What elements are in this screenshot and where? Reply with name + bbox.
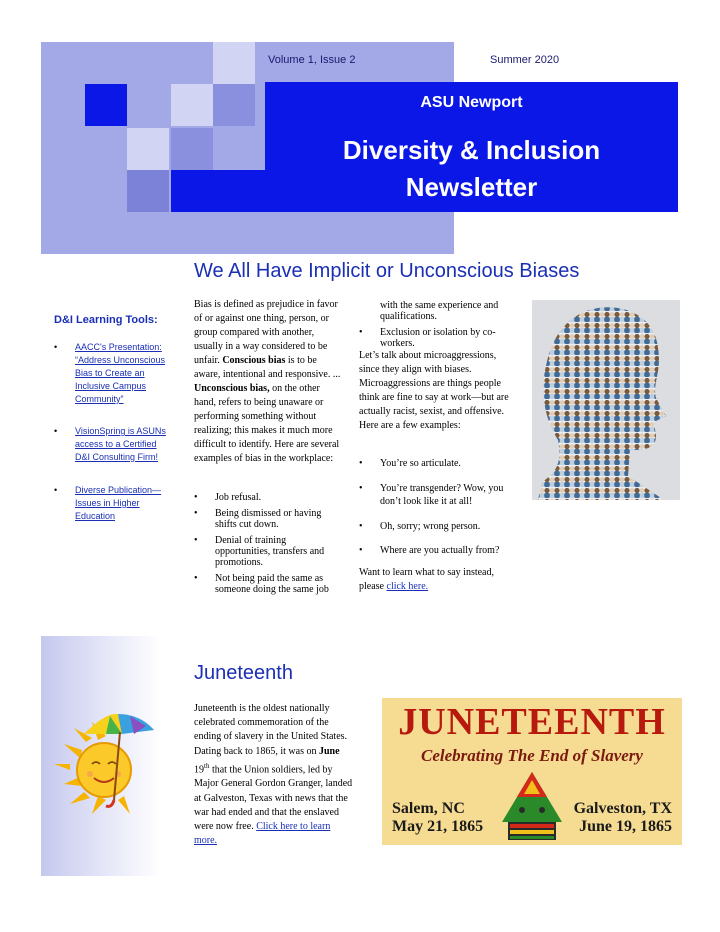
deco-square <box>85 84 127 126</box>
issue-season: Summer 2020 <box>490 54 560 66</box>
list-item: • Where are you actually from? <box>359 545 500 556</box>
bullet-icon: • <box>54 342 58 352</box>
bullet-icon: • <box>359 327 363 338</box>
list-item: • Exclusion or isolation by co-workers. <box>359 327 496 349</box>
head-silhouette-image <box>532 300 680 500</box>
bias-definition: Bias is defined as prejudice in favor of or against one thing, person, or group compared with another, usually in a way considered to be unfair. Conscious bias is to be aware, intentional and responsive. ... Unconscious bias, on the other hand, refers to being unaware or performing something without realizing; this makes it much more difficult to identify. Here are several examples of bias in the workplace: <box>194 299 341 464</box>
sidebar-item[interactable] <box>54 341 174 406</box>
click-here-link[interactable]: click here. <box>386 581 429 592</box>
deco-square <box>127 170 169 212</box>
bullet-icon: • <box>194 508 198 519</box>
deco-square <box>171 128 213 170</box>
bullet-icon: • <box>54 426 58 436</box>
pyramid-emblem-icon <box>500 770 564 842</box>
deco-square <box>171 170 266 212</box>
banner-title: JUNETEENTH <box>398 701 666 743</box>
deco-square <box>171 84 213 126</box>
list-item: • Oh, sorry; wrong person. <box>359 521 481 532</box>
list-item: • Job refusal. <box>194 492 262 503</box>
bullet-icon: • <box>359 483 363 494</box>
bullet-icon: • <box>359 521 363 532</box>
list-item: • You’re so articulate. <box>359 458 461 469</box>
term-unconscious: Unconscious bias, <box>194 383 270 394</box>
juneteenth-heading: Juneteenth <box>194 662 293 684</box>
list-item: • Not being paid the same as someone doing the same job <box>194 573 329 595</box>
list-item: • You’re transgender? Wow, you don’t look like it at all! <box>359 483 504 507</box>
microaggressions-intro: Let’s talk about microaggressions, since they align with biases. Microaggressions are things people think are fine to say at work—but are actually racist, sexist, and offensive. Here are a few examples: <box>359 350 509 431</box>
deco-square <box>213 84 255 126</box>
sidebar-item[interactable] <box>54 484 174 523</box>
juneteenth-banner <box>382 698 682 845</box>
bullet-icon: • <box>359 458 363 469</box>
list-item: • Being dismissed or having shifts cut down. <box>194 508 322 530</box>
org-name: ASU Newport <box>420 94 523 111</box>
bullet-icon: • <box>194 492 198 503</box>
learn-more-link[interactable]: Click here to learn more. <box>194 820 331 847</box>
banner-right-caption: Galveston, TX June 19, 1865 <box>573 800 672 835</box>
sun-umbrella-icon <box>48 700 168 820</box>
banner-subtitle: Celebrating The End of Slavery <box>421 746 643 765</box>
juneteenth-body: Juneteenth is the oldest nationally celebrated commemoration of the ending of slavery in the United States. Dating back to 1865, it was on June 19th that the Union soldiers, led by Major General Gordon Granger, landed at Galveston, Texas with news that the war had ended and that the enslaved were now free. Click here to learn more. <box>194 703 353 847</box>
bullet-icon: • <box>194 573 198 584</box>
bullet-icon: • <box>359 545 363 556</box>
deco-square <box>213 42 255 84</box>
article-headline: We All Have Implicit or Unconscious Biases <box>194 260 580 282</box>
newsletter-title <box>265 132 678 206</box>
learn-more-text: Want to learn what to say instead, please click here. <box>359 567 494 592</box>
sidebar-item[interactable] <box>54 425 174 464</box>
bullet-icon: • <box>194 535 198 546</box>
title-line-2: Newsletter <box>405 172 538 202</box>
sidebar-link[interactable]: AACC's Presentation: “Address Unconscious Bias to Create an Inclusive Campus Community” <box>75 342 166 404</box>
sidebar-link[interactable]: VisionSpring is ASUNs access to a Certified D&I Consulting Firm! <box>75 426 166 462</box>
issue-volume: Volume 1, Issue 2 <box>268 54 356 66</box>
title-box <box>265 82 678 212</box>
bullet-icon: • <box>54 485 58 495</box>
term-conscious: Conscious bias <box>222 355 286 366</box>
title-line-1: Diversity & Inclusion <box>342 135 601 165</box>
sidebar-title: D&I Learning Tools: <box>54 314 158 326</box>
sidebar-link[interactable]: Diverse Publication—Issues in Higher Education <box>75 485 162 521</box>
banner-left-caption: Salem, NC May 21, 1865 <box>392 800 484 835</box>
deco-square <box>127 128 169 170</box>
list-item-continuation: with the same experience and qualifications. <box>380 300 499 322</box>
list-item: • Denial of training opportunities, transfers and promotions. <box>194 535 325 568</box>
